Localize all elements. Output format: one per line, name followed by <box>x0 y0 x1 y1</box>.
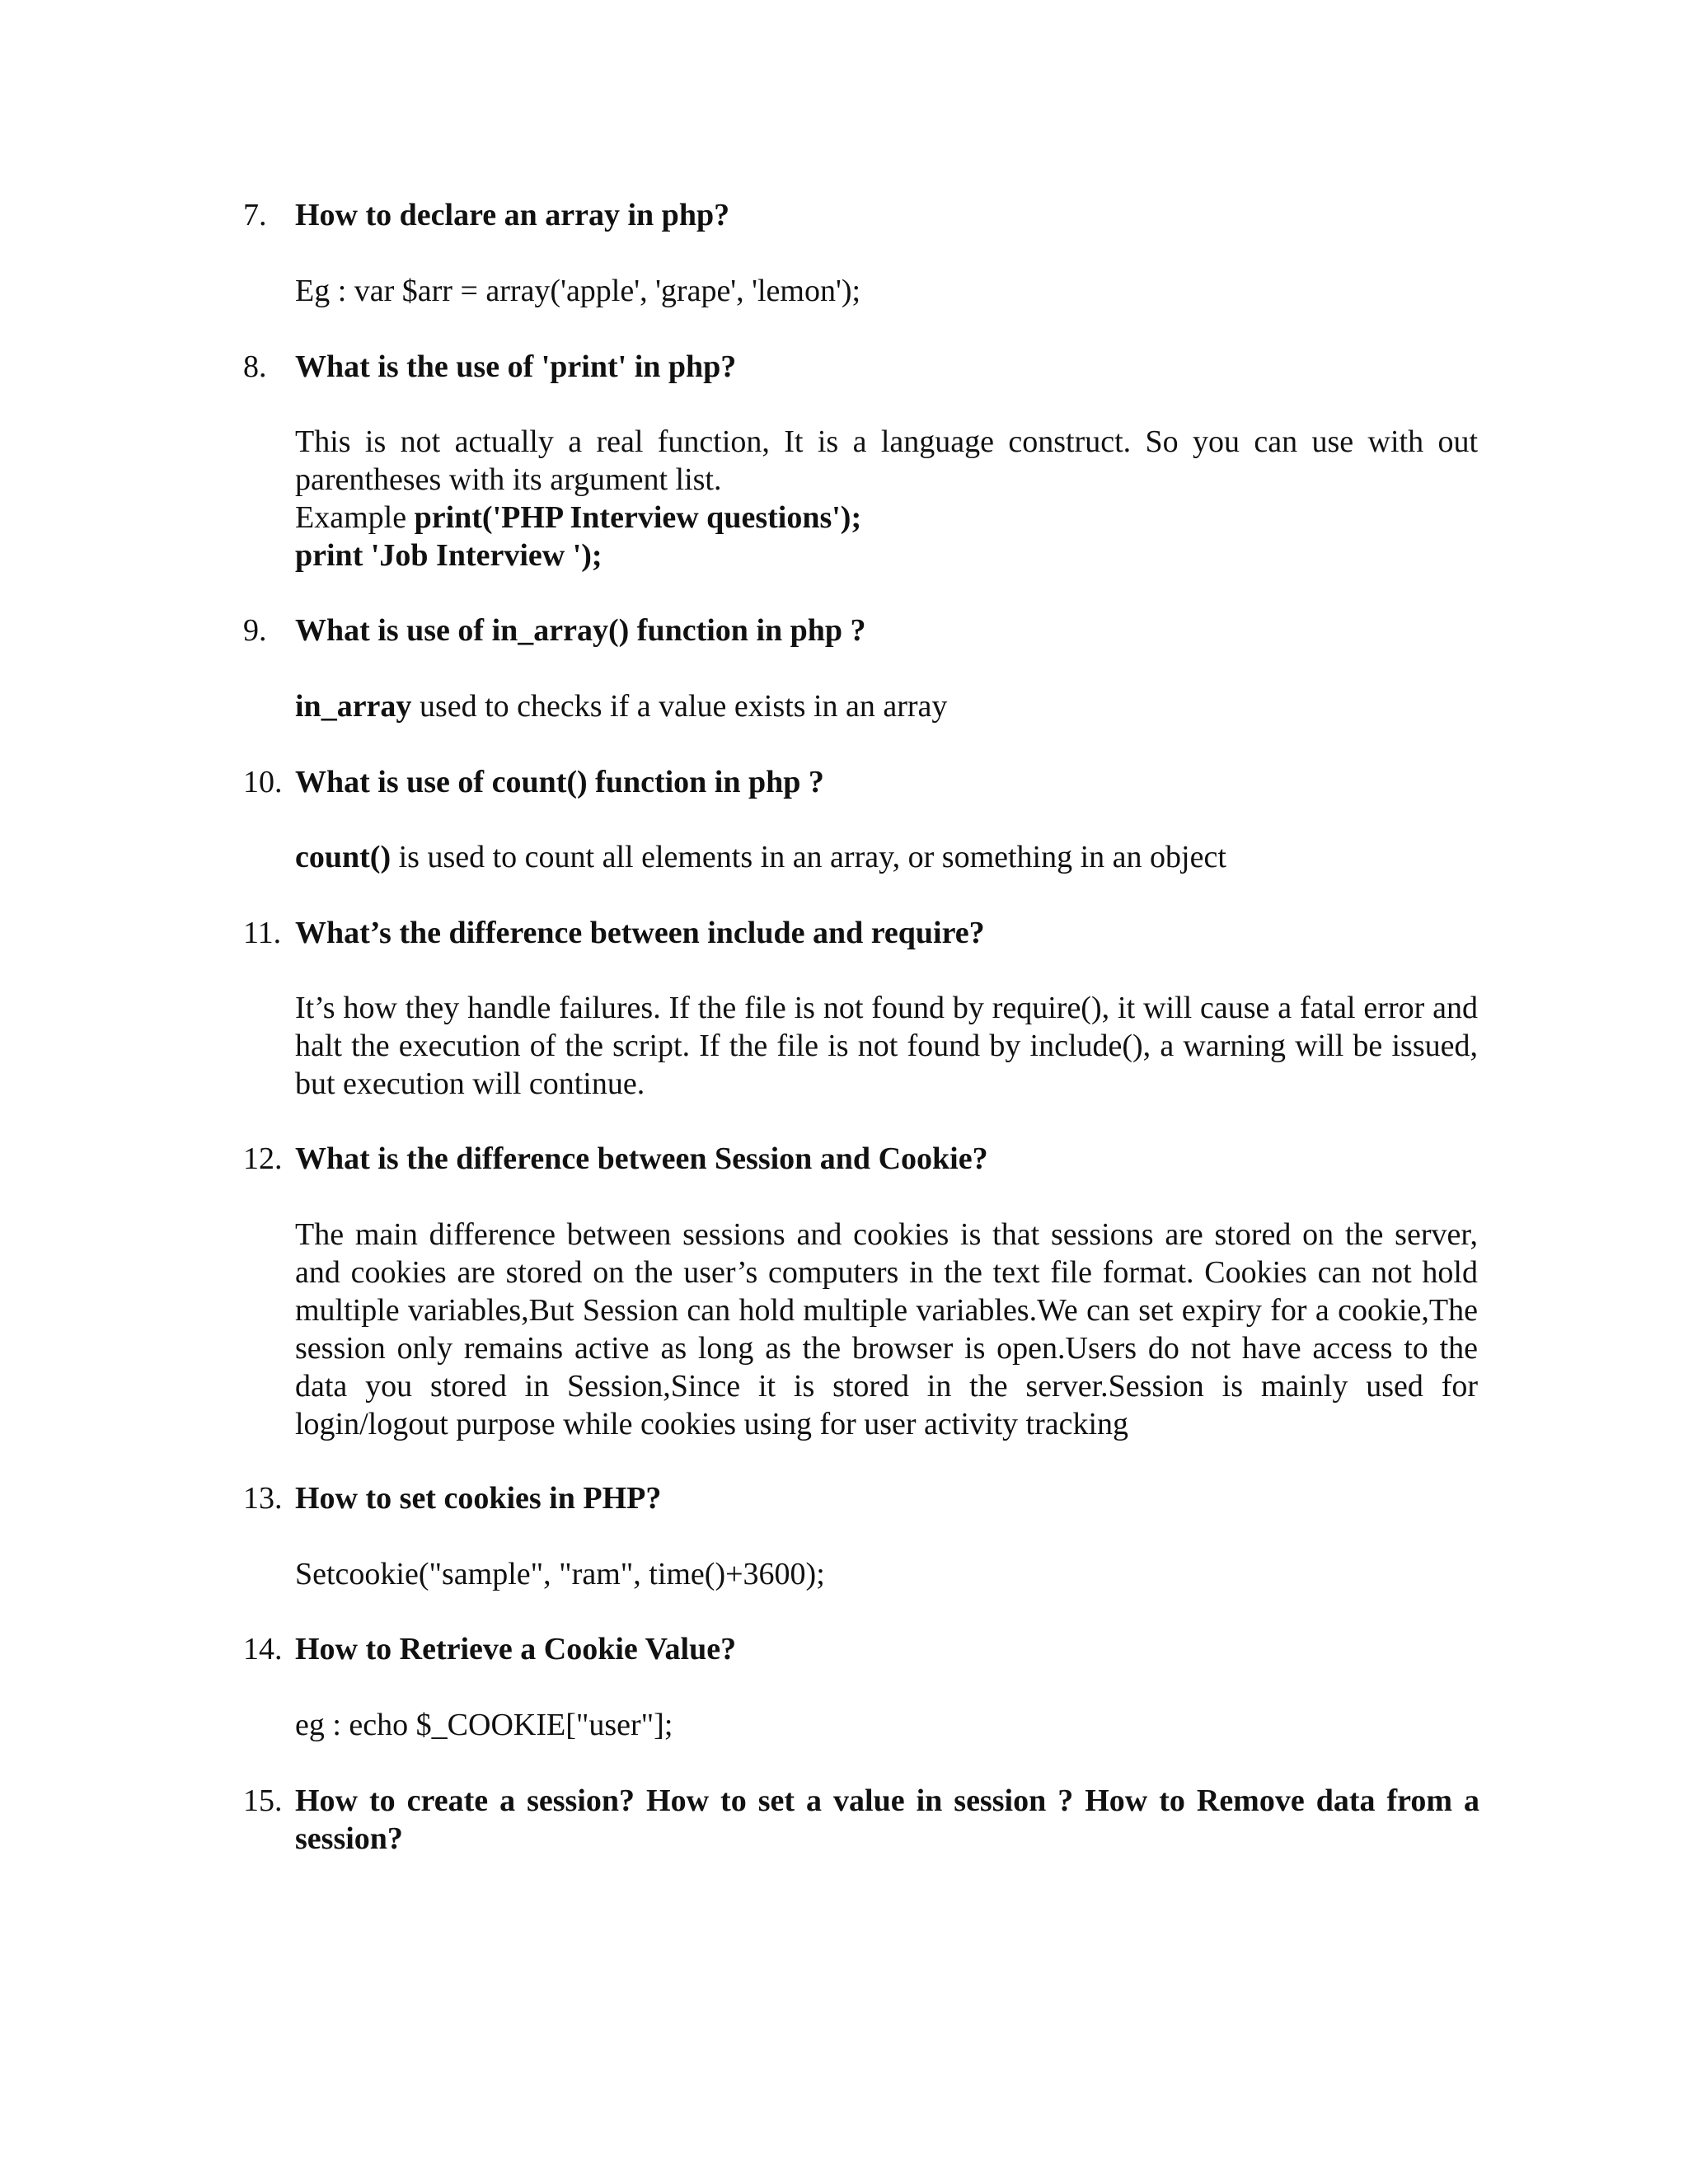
question-number: 13. <box>243 1481 283 1516</box>
example-code: print('PHP Interview questions'); <box>414 500 862 535</box>
question-number: 10. <box>243 765 283 799</box>
question-number: 12. <box>243 1141 283 1176</box>
example-line <box>295 499 1478 537</box>
question-number: 7. <box>243 198 267 232</box>
answer-14: eg : echo $_COOKIE["user"]; <box>295 1708 673 1742</box>
answer-text: is used to count all elements in an array, or something in an object <box>398 840 1226 874</box>
question-text: How to Retrieve a Cookie Value? <box>295 1632 737 1666</box>
answer-8 <box>295 423 1478 574</box>
answer-11: It’s how they handle failures. If the file is not found by require(), it will cause a fatal error and halt the execution of the script. If the file is not found by include(), a warning will be issued, but execution will continue. <box>295 991 1478 1101</box>
question-text: What’s the difference between include and require? <box>295 916 985 950</box>
question-text: What is use of count() function in php ? <box>295 765 824 799</box>
answer-9 <box>295 687 1478 725</box>
answer-text: used to checks if a value exists in an array <box>419 689 948 724</box>
question-text: How to declare an array in php? <box>295 198 730 232</box>
answer-term: in_array <box>295 689 412 724</box>
answer-12: The main difference between sessions and cookies is that sessions are stored on the server, and cookies are stored on the user’s computers in the text file format. Cookies can not hold multiple variables,But Session can hold multiple variables.We can set expiry for a cookie,The session only remains active as long as the browser is open.Users do not have access to the data you stored in Session,Since it is stored in the server.Session is mainly used for login/logout purpose while cookies using for user activity tracking <box>295 1217 1478 1441</box>
example-code: print 'Job Interview '); <box>295 538 603 573</box>
question-text: What is use of in_array() function in php ? <box>295 613 866 648</box>
question-text: What is the difference between Session and Cookie? <box>295 1141 988 1176</box>
answer-10 <box>295 838 1478 876</box>
question-text: How to set cookies in PHP? <box>295 1481 662 1516</box>
answer-term: count() <box>295 840 392 874</box>
question-text: What is the use of 'print' in php? <box>295 349 737 384</box>
example-label: Example <box>295 500 407 535</box>
question-text: How to create a session? How to set a value in session ? How to Remove data from a session? <box>295 1783 1479 1856</box>
answer-text: This is not actually a real function, It is a language construct. So you can use with out parentheses with its argument list. <box>295 424 1478 497</box>
question-number: 11. <box>243 916 282 950</box>
question-number: 8. <box>243 349 267 384</box>
question-number: 14. <box>243 1632 283 1666</box>
answer-13: Setcookie("sample", "ram", time()+3600); <box>295 1557 825 1591</box>
answer-7: Eg : var $arr = array('apple', 'grape', 'lemon'); <box>295 274 861 308</box>
question-number: 15. <box>243 1783 283 1818</box>
question-number: 9. <box>243 613 267 648</box>
